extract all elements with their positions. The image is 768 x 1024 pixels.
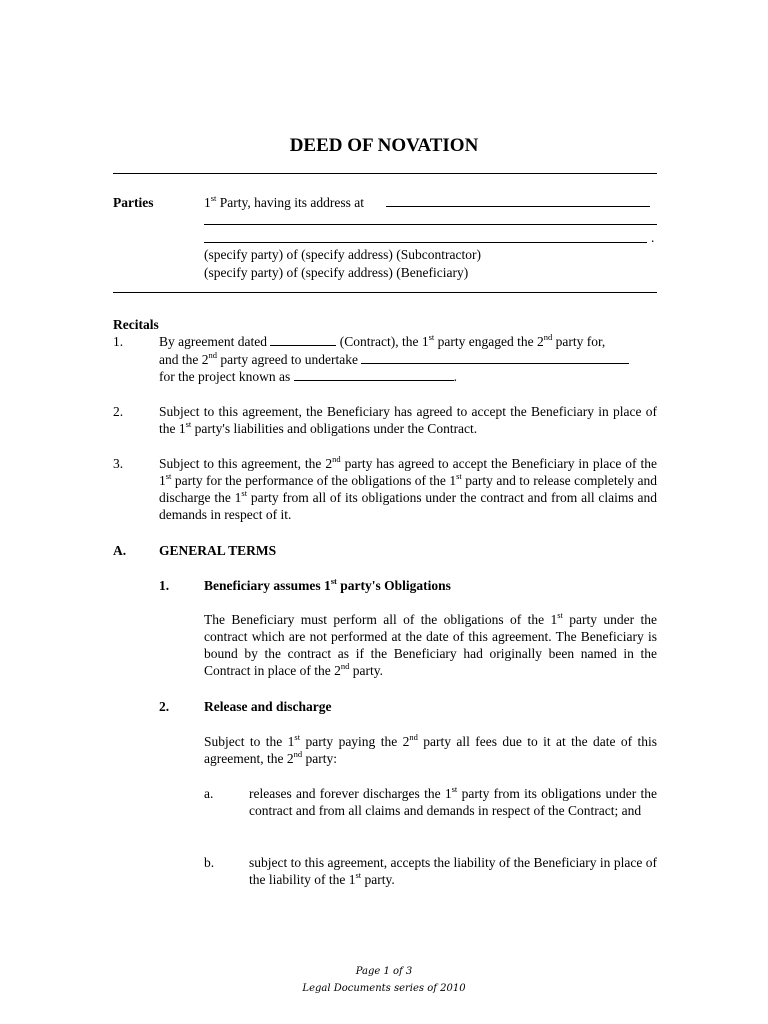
clause-1-heading: Beneficiary assumes 1st party's Obligations [204, 576, 451, 593]
parties-divider [113, 292, 657, 293]
parties-beneficiary: (specify party) of (specify address) (Beneficiary) [204, 265, 469, 280]
title-divider [113, 173, 657, 174]
recital-1-line-1: By agreement dated (Contract), the 1st party engaged the 2nd party for, [159, 332, 606, 349]
document-title: DEED OF NOVATION [289, 135, 479, 156]
clause-2-heading: Release and discharge [204, 699, 332, 714]
clause-2-number: 2. [159, 699, 170, 714]
parties-label: Parties [113, 195, 154, 210]
recital-2-number: 2. [113, 404, 124, 419]
recital-1-line-2: and the 2nd party agreed to undertake [159, 351, 657, 368]
address-period: . [651, 230, 655, 245]
footer-page-number: Page 1 of 3 [355, 966, 413, 977]
recital-3-number: 3. [113, 456, 124, 471]
footer-series: Legal Documents series of 2010 [302, 983, 466, 994]
subitem-b-number: b. [204, 855, 215, 870]
recital-1-line-3: for the project known as . [159, 369, 457, 384]
subitem-a-number: a. [204, 786, 214, 801]
recitals-heading: Recitals [113, 317, 159, 332]
parties-line-1: 1st Party, having its address at [204, 193, 365, 210]
address-blank-3 [204, 242, 647, 243]
subitem-b-text: subject to this agreement, accepts the liability of the Beneficiary in place of the liability of the 1st party. [249, 855, 657, 887]
address-blank-1 [386, 206, 650, 207]
clause-1-number: 1. [159, 578, 170, 593]
recital-3-text: Subject to this agreement, the 2nd party has agreed to accept the Beneficiary in place of the 1st party for the performance of the obligations of the 1st party and to release completely and discharge the 1st party from all of its obligations under the contract and from all claims and demands in respect of it. [159, 454, 657, 522]
section-a-number: A. [113, 543, 127, 558]
parties-subcontractor: (specify party) of (specify address) (Subcontractor) [204, 247, 482, 262]
recital-2-text: Subject to this agreement, the Beneficiary has agreed to accept the Beneficiary in place of the 1st party's liabilities and obligations under the Contract. [159, 404, 657, 436]
clause-1-paragraph: The Beneficiary must perform all of the obligations of the 1st party under the contract which are not performed at the date of this agreement. The Beneficiary is bound by the contract as if the Beneficiary had originally been named in the Contract in place of the 2nd party. [204, 610, 658, 678]
address-blank-2 [204, 224, 657, 225]
section-a-heading: GENERAL TERMS [159, 543, 277, 558]
recital-1-number: 1. [113, 334, 124, 349]
subitem-a-text: releases and forever discharges the 1st party from its obligations under the contract and from all claims and demands in respect of the Contract; and [249, 784, 657, 818]
clause-2-paragraph: Subject to the 1st party paying the 2nd party all fees due to it at the date of this agreement, the 2nd party: [204, 732, 657, 766]
